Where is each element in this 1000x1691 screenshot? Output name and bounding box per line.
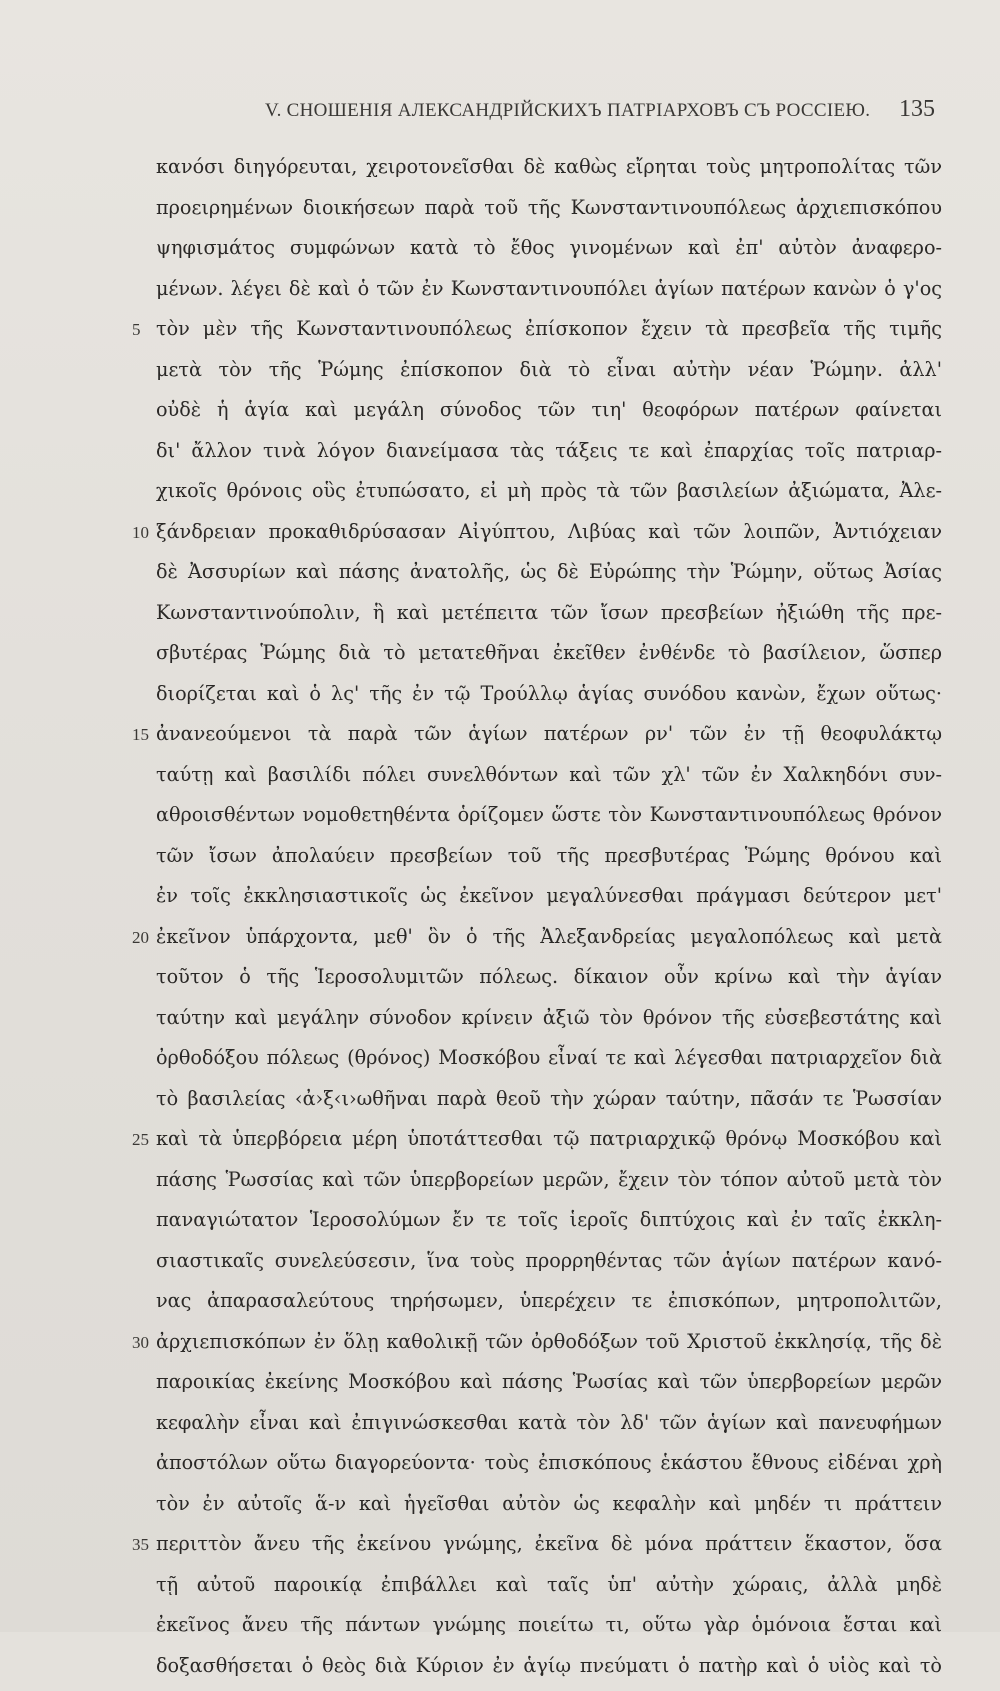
text-line [132,1003,942,1044]
text-line [132,1367,942,1408]
text-line [132,1286,942,1327]
line-text: μετὰ τὸν τῆς Ῥώμης ἐπίσκοπον διὰ τὸ εἶναι αὐτὴν νέαν Ῥώμην. ἀλλ' [156,355,942,385]
text-line [132,476,942,517]
text-line [132,314,942,355]
line-text: οὐδὲ ἡ ἁγία καὶ μεγάλη σύνοδος τῶν τιη' θεοφόρων πατέρων φαίνεται [156,395,942,425]
line-text: κεφαλὴν εἶναι καὶ ἐπιγινώσκεσθαι κατὰ τὸν λδ' τῶν ἁγίων καὶ πανευφήμων [156,1408,942,1438]
line-number: 35 [132,1535,156,1555]
line-text: καὶ τὰ ὑπερβόρεια μέρη ὑποτάττεσθαι τῷ πατριαρχικῷ θρόνῳ Μοσκόβου καὶ [156,1124,942,1154]
text-line [132,395,942,436]
line-text: ὀρθοδόξου πόλεως (θρόνος) Μοσκόβου εἶναί τε καὶ λέγεσθαι πατριαρχεῖον διὰ [156,1043,942,1073]
line-text: πάσης Ῥωσσίας καὶ τῶν ὑπερβορείων μερῶν, ἔχειν τὸν τόπον αὐτοῦ μετὰ τὸν [156,1165,942,1195]
line-text: ἀνανεούμενοι τὰ παρὰ τῶν ἁγίων πατέρων ρν' τῶν ἐν τῇ θεοφυλάκτῳ [156,719,942,749]
text-line [132,1165,942,1206]
text-line [132,881,942,922]
running-header [265,96,935,126]
text-line [132,1610,942,1651]
text-line [132,760,942,801]
text-line [132,800,942,841]
text-line [132,557,942,598]
body-text [132,152,942,1691]
line-text: νας ἀπαρασαλεύτους τηρήσωμεν, ὑπερέχειν τε ἐπισκόπων, μητροπολιτῶν, [156,1286,942,1316]
text-line [132,274,942,315]
text-line [132,962,942,1003]
line-text: τοῦτον ὁ τῆς Ἱεροσολυμιτῶν πόλεως. δίκαιον οὖν κρίνω καὶ τὴν ἁγίαν [156,962,942,992]
line-text: δι' ἄλλον τινὰ λόγον διανείμασα τὰς τάξεις τε καὶ ἐπαρχίας τοῖς πατριαρ- [156,436,942,466]
line-number: 25 [132,1130,156,1150]
line-number: 5 [132,320,156,340]
line-text: ψηφισμάτος συμφώνων κατὰ τὸ ἔθος γινομένων καὶ ἐπ' αὐτὸν ἀναφερο- [156,233,942,263]
line-number: 10 [132,523,156,543]
line-text: τῇ αὐτοῦ παροικίᾳ ἐπιβάλλει καὶ ταῖς ὑπ' αὐτὴν χώραις, ἀλλὰ μηδὲ [156,1570,942,1600]
text-line [132,355,942,396]
line-text: ἀρχιεπισκόπων ἐν ὅλῃ καθολικῇ τῶν ὀρθοδόξων τοῦ Χριστοῦ ἐκκλησίᾳ, τῆς δὲ [156,1327,942,1357]
text-line [132,1448,942,1489]
line-text: ταύτην καὶ μεγάλην σύνοδον κρίνειν ἀξιῶ τὸν θρόνον τῆς εὐσεβεστάτης καὶ [156,1003,942,1033]
line-text: μένων. λέγει δὲ καὶ ὁ τῶν ἐν Κωνσταντινουπόλει ἁγίων πατέρων κανὼν ὁ γ'ος [156,274,942,304]
text-line [132,679,942,720]
text-line [132,638,942,679]
text-line [132,1124,942,1165]
line-text: τὸν μὲν τῆς Κωνσταντινουπόλεως ἐπίσκοπον ἔχειν τὰ πρεσβεῖα τῆς τιμῆς [156,314,942,344]
text-line [132,1489,942,1530]
chapter-title: V. СНОШЕНІЯ АЛЕКСАНДРІЙСКИХЪ ПАТРІАРХОВЪ СЪ РОССІЕЮ. [265,100,870,122]
text-line [132,152,942,193]
line-text: αθροισθέντων νομοθετηθέντα ὁρίζομεν ὥστε τὸν Κωνσταντινουπόλεως θρόνον [156,800,942,830]
text-line [132,1570,942,1611]
text-line [132,1246,942,1287]
text-line [132,436,942,477]
text-line [132,193,942,234]
line-text: ἀποστόλων οὕτω διαγορεύοντα· τοὺς ἐπισκόπους ἑκάστου ἔθνους εἰδέναι χρὴ [156,1448,942,1478]
line-text: ταύτῃ καὶ βασιλίδι πόλει συνελθόντων καὶ τῶν χλ' τῶν ἐν Χαλκηδόνι συν- [156,760,942,790]
line-text: κανόσι διηγόρευται, χειροτονεῖσθαι δὲ καθὼς εἴρηται τοὺς μητροπολίτας τῶν [156,152,942,182]
text-line [132,1408,942,1449]
text-line [132,922,942,963]
line-text: Κωνσταντινούπολιν, ἣ καὶ μετέπειτα τῶν ἴσων πρεσβείων ἠξιώθη τῆς πρε- [156,598,942,628]
line-text: χικοῖς θρόνοις οὓς ἐτυπώσατο, εἰ μὴ πρὸς τὰ τῶν βασιλείων ἀξιώματα, Ἀλε- [156,476,942,506]
text-line [132,598,942,639]
line-number: 30 [132,1333,156,1353]
line-number: 20 [132,928,156,948]
line-text: παναγιώτατον Ἱεροσολύμων ἔν τε τοῖς ἱεροῖς διπτύχοις καὶ ἐν ταῖς ἐκκλη- [156,1205,942,1235]
line-text: ἐν τοῖς ἐκκλησιαστικοῖς ὡς ἐκεῖνον μεγαλύνεσθαι πράγμασι δεύτερον μετ' [156,881,942,911]
text-line [132,841,942,882]
line-text: δὲ Ἀσσυρίων καὶ πάσης ἀνατολῆς, ὡς δὲ Εὐρώπης τὴν Ῥώμην, οὕτως Ἀσίας [156,557,942,587]
text-line [132,1205,942,1246]
text-line [132,1529,942,1570]
text-line [132,1651,942,1691]
line-text: παροικίας ἐκείνης Μοσκόβου καὶ πάσης Ῥωσίας καὶ τῶν ὑπερβορείων μερῶν [156,1367,942,1397]
line-text: περιττὸν ἄνευ τῆς ἐκείνου γνώμης, ἐκεῖνα δὲ μόνα πράττειν ἕκαστον, ὅσα [156,1529,942,1559]
line-text: προειρημένων διοικήσεων παρὰ τοῦ τῆς Κωνσταντινουπόλεως ἀρχιεπισκόπου [156,193,942,223]
line-text: ἐκεῖνον ὑπάρχοντα, μεθ' ὃν ὁ τῆς Ἀλεξανδρείας μεγαλοπόλεως καὶ μετὰ [156,922,942,952]
line-text: ξάνδρειαν προκαθιδρύσασαν Αἰγύπτου, Λιβύας καὶ τῶν λοιπῶν, Ἀντιόχειαν [156,517,942,547]
text-line [132,1084,942,1125]
line-text: τὸ βασιλείας ‹ἀ›ξ‹ι›ωθῆναι παρὰ θεοῦ τὴν χώραν ταύτην, πᾶσάν τε Ῥωσσίαν [156,1084,942,1114]
text-line [132,1327,942,1368]
text-line [132,233,942,274]
line-text: ἐκεῖνος ἄνευ τῆς πάντων γνώμης ποιείτω τι, οὕτω γὰρ ὁμόνοια ἔσται καὶ [156,1610,942,1640]
line-text: τῶν ἴσων ἀπολαύειν πρεσβείων τοῦ τῆς πρεσβυτέρας Ῥώμης θρόνου καὶ [156,841,942,871]
page-number: 135 [899,96,935,123]
line-text: σιαστικαῖς συνελεύσεσιν, ἵνα τοὺς προρρηθέντας τῶν ἁγίων πατέρων κανό- [156,1246,942,1276]
text-line [132,517,942,558]
line-number: 15 [132,725,156,745]
text-line [132,719,942,760]
line-text: σβυτέρας Ῥώμης διὰ τὸ μετατεθῆναι ἐκεῖθεν ἐνθένδε τὸ βασίλειον, ὥσπερ [156,638,942,668]
line-text: διορίζεται καὶ ὁ λς' τῆς ἐν τῷ Τρούλλῳ ἁγίας συνόδου κανὼν, ἔχων οὕτως· [156,679,942,709]
text-line [132,1043,942,1084]
line-text: δοξασθήσεται ὁ θεὸς διὰ Κύριον ἐν ἁγίῳ πνεύματι ὁ πατὴρ καὶ ὁ υἱὸς καὶ τὸ [156,1651,942,1681]
line-text: τὸν ἐν αὐτοῖς ἅ-ν καὶ ἡγεῖσθαι αὐτὸν ὡς κεφαλὴν καὶ μηδέν τι πράττειν [156,1489,942,1519]
